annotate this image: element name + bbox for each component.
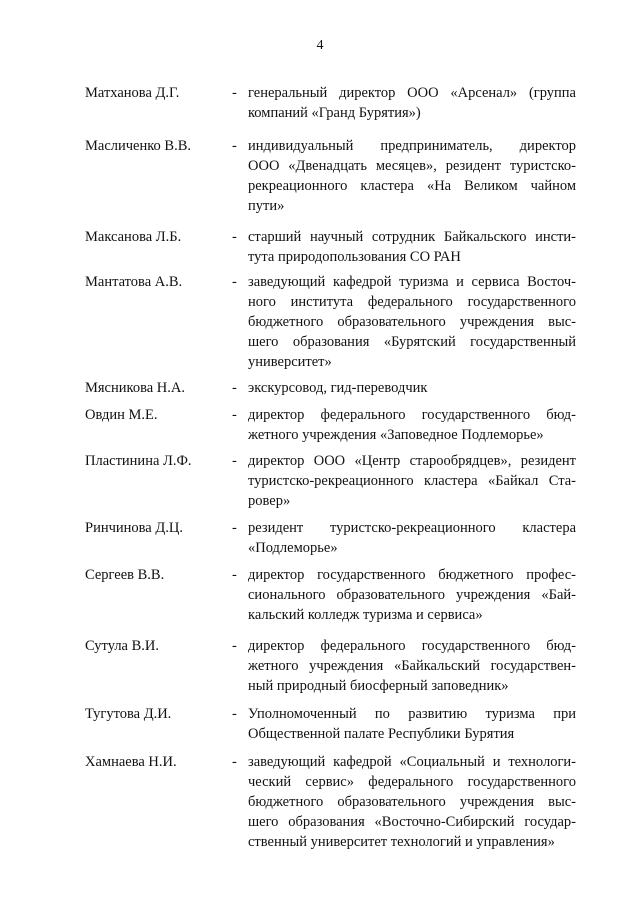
description-line: ческий сервис» федерального государственного: [248, 774, 576, 790]
description-line: директор федерального государственного бюд-: [248, 638, 576, 654]
person-name: Мантатова А.В.: [85, 274, 183, 290]
description-line: ООО «Двенадцать месяцев», резидент туристско-: [248, 158, 576, 174]
person-description: [248, 83, 576, 123]
description-line: рекреационного кластера «На Великом чайном: [248, 178, 576, 194]
dash-separator: -: [232, 706, 237, 722]
person-name: Матханова Д.Г.: [85, 85, 180, 101]
person-description: [248, 565, 576, 625]
dash-separator: -: [232, 407, 237, 423]
description-line: ный природный биосферный заповедник»: [248, 678, 509, 694]
dash-separator: -: [232, 274, 237, 290]
person-description: [248, 451, 576, 511]
description-line: шего образования «Бурятский государственный: [248, 334, 576, 350]
person-name: Масличенко В.В.: [85, 138, 192, 154]
description-line: жетного учреждения «Байкальский государствен-: [248, 658, 576, 674]
person-description: [248, 272, 576, 372]
person-description: [248, 752, 576, 852]
dash-separator: -: [232, 380, 237, 396]
dash-separator: -: [232, 754, 237, 770]
person-description: [248, 636, 576, 696]
description-line: ственный университет технологий и управления»: [248, 834, 555, 850]
person-name: Максанова Л.Б.: [85, 229, 182, 245]
dash-separator: -: [232, 453, 237, 469]
description-line: ного института федерального государственного: [248, 294, 576, 310]
description-line: директор ООО «Центр старообрядцев», резидент: [248, 453, 576, 469]
description-line: заведующий кафедрой «Социальный и технологи-: [248, 754, 576, 770]
person-name: Хамнаева Н.И.: [85, 754, 177, 770]
person-name: Овдин М.Е.: [85, 407, 158, 423]
person-name: Мясникова Н.А.: [85, 380, 185, 396]
person-description: [248, 518, 576, 558]
dash-separator: -: [232, 229, 237, 245]
dash-separator: -: [232, 638, 237, 654]
description-line: экскурсовод, гид-переводчик: [248, 380, 428, 396]
person-description: [248, 378, 576, 398]
person-description: [248, 227, 576, 267]
description-line: Общественной палате Республики Бурятия: [248, 726, 515, 742]
person-name: Тугутова Д.И.: [85, 706, 172, 722]
description-line: директор федерального государственного бюд-: [248, 407, 576, 423]
description-line: шего образования «Восточно-Сибирский государ-: [248, 814, 576, 830]
page-number: 4: [316, 38, 324, 53]
dash-separator: -: [232, 520, 237, 536]
description-line: директор государственного бюджетного профес-: [248, 567, 576, 583]
description-line: старший научный сотрудник Байкальского инсти-: [248, 229, 576, 245]
description-line: туристско-рекреационного кластера «Байкал Ста-: [248, 473, 576, 489]
description-line: бюджетного образовательного учреждения выс-: [248, 794, 576, 810]
person-name: Пластинина Л.Ф.: [85, 453, 192, 469]
person-description: [248, 136, 576, 216]
description-line: сионального образовательного учреждения «Бай-: [248, 587, 576, 603]
description-line: ровер»: [248, 493, 291, 509]
description-line: бюджетного образовательного учреждения выс-: [248, 314, 576, 330]
description-line: индивидуальный предприниматель, директор: [248, 138, 576, 154]
description-line: компаний «Гранд Бурятия»): [248, 105, 421, 121]
person-name: Сутула В.И.: [85, 638, 160, 654]
description-line: генеральный директор ООО «Арсенал» (группа: [248, 85, 576, 101]
person-description: [248, 704, 576, 744]
description-line: пути»: [248, 198, 285, 214]
description-line: заведующий кафедрой туризма и сервиса Восточ-: [248, 274, 576, 290]
description-line: Уполномоченный по развитию туризма при: [248, 706, 576, 722]
dash-separator: -: [232, 138, 237, 154]
dash-separator: -: [232, 85, 237, 101]
description-line: тута природопользования СО РАН: [248, 249, 461, 265]
description-line: резидент туристско-рекреационного кластера: [248, 520, 576, 536]
description-line: «Подлеморье»: [248, 540, 338, 556]
description-line: кальский колледж туризма и сервиса»: [248, 607, 483, 623]
dash-separator: -: [232, 567, 237, 583]
description-line: университет»: [248, 354, 332, 370]
person-name: Ринчинова Д.Ц.: [85, 520, 183, 536]
person-description: [248, 405, 576, 445]
person-name: Сергеев В.В.: [85, 567, 165, 583]
description-line: жетного учреждения «Заповедное Подлеморье»: [248, 427, 544, 443]
